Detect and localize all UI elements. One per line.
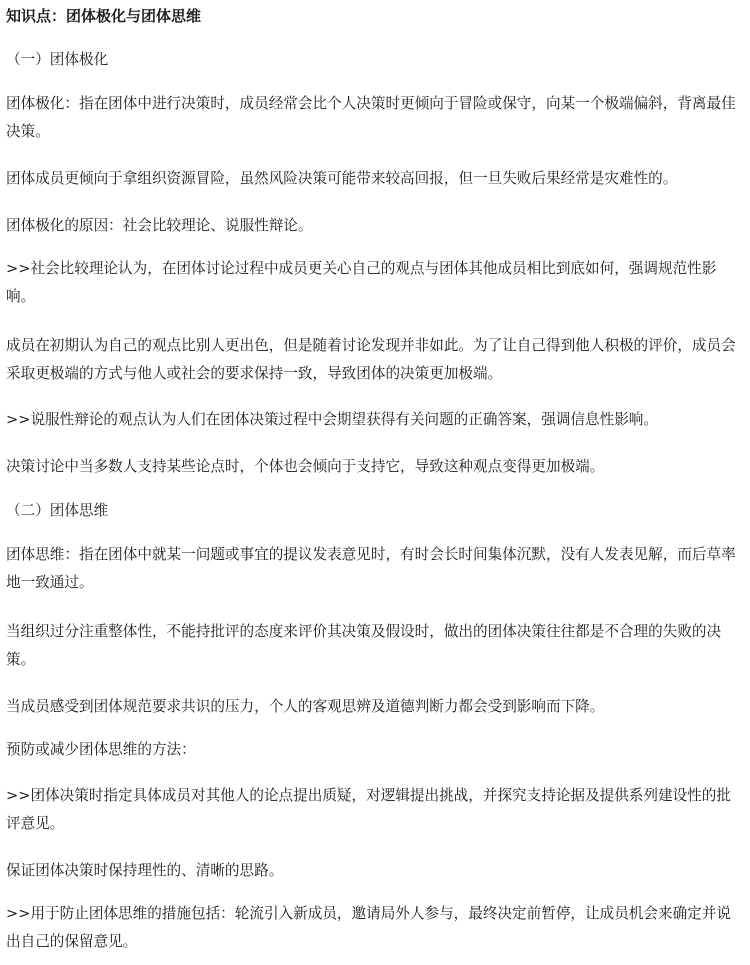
paragraph: 预防或减少团体思维的方法： <box>6 741 196 758</box>
page-title: 知识点：团体极化与团体思维 <box>6 7 202 25</box>
section-heading-polarization: （一）团体极化 <box>6 51 109 68</box>
paragraph: 团体极化的原因：社会比较理论、说服性辩论。 <box>6 217 313 234</box>
paragraph: 当成员感受到团体规范要求共识的压力，个人的客观思辨及道德判断力都会受到影响而下降。 <box>6 698 605 715</box>
paragraph: >>用于防止团体思维的措施包括：轮流引入新成员，邀请局外人参与，最终决定前暂停，让成员机会来确定并说出自己的保留意见。 <box>6 905 731 950</box>
paragraph: 团体成员更倾向于拿组织资源冒险，虽然风险决策可能带来较高回报，但一旦失败后果经常是灾难性的。 <box>6 170 678 187</box>
paragraph: 成员在初期认为自己的观点比别人更出色，但是随着讨论发现并非如此。为了让自己得到他人积极的评价，成员会采取更极端的方式与他人或社会的要求保持一致，导致团体的决策更加极端。 <box>6 337 736 382</box>
paragraph: 保证团体决策时保持理性的、清晰的思路。 <box>6 862 284 879</box>
paragraph: 当组织过分注重整体性，不能持批评的态度来评价其决策及假设时，做出的团体决策往往都是不合理的失败的决策。 <box>6 623 722 668</box>
paragraph: 团体极化：指在团体中进行决策时，成员经常会比个人决策时更倾向于冒险或保守，向某一个极端偏斜，背离最佳决策。 <box>6 95 736 140</box>
paragraph: 决策讨论中当多数人支持某些论点时，个体也会倾向于支持它，导致这种观点变得更加极端。 <box>6 458 605 475</box>
paragraph: >>社会比较理论认为，在团体讨论过程中成员更关心自己的观点与团体其他成员相比到底如何，强调规范性影响。 <box>6 260 717 305</box>
paragraph: >>说服性辩论的观点认为人们在团体决策过程中会期望获得有关问题的正确答案，强调信息性影响。 <box>6 411 658 428</box>
paragraph: >>团体决策时指定具体成员对其他人的论点提出质疑，对逻辑提出挑战，并探究支持论据及提供系列建设性的批评意见。 <box>6 787 731 832</box>
section-heading-groupthink: （二）团体思维 <box>6 502 109 519</box>
paragraph: 团体思维：指在团体中就某一问题或事宜的提议发表意见时，有时会长时间集体沉默，没有人发表见解，而后草率地一致通过。 <box>6 546 736 591</box>
